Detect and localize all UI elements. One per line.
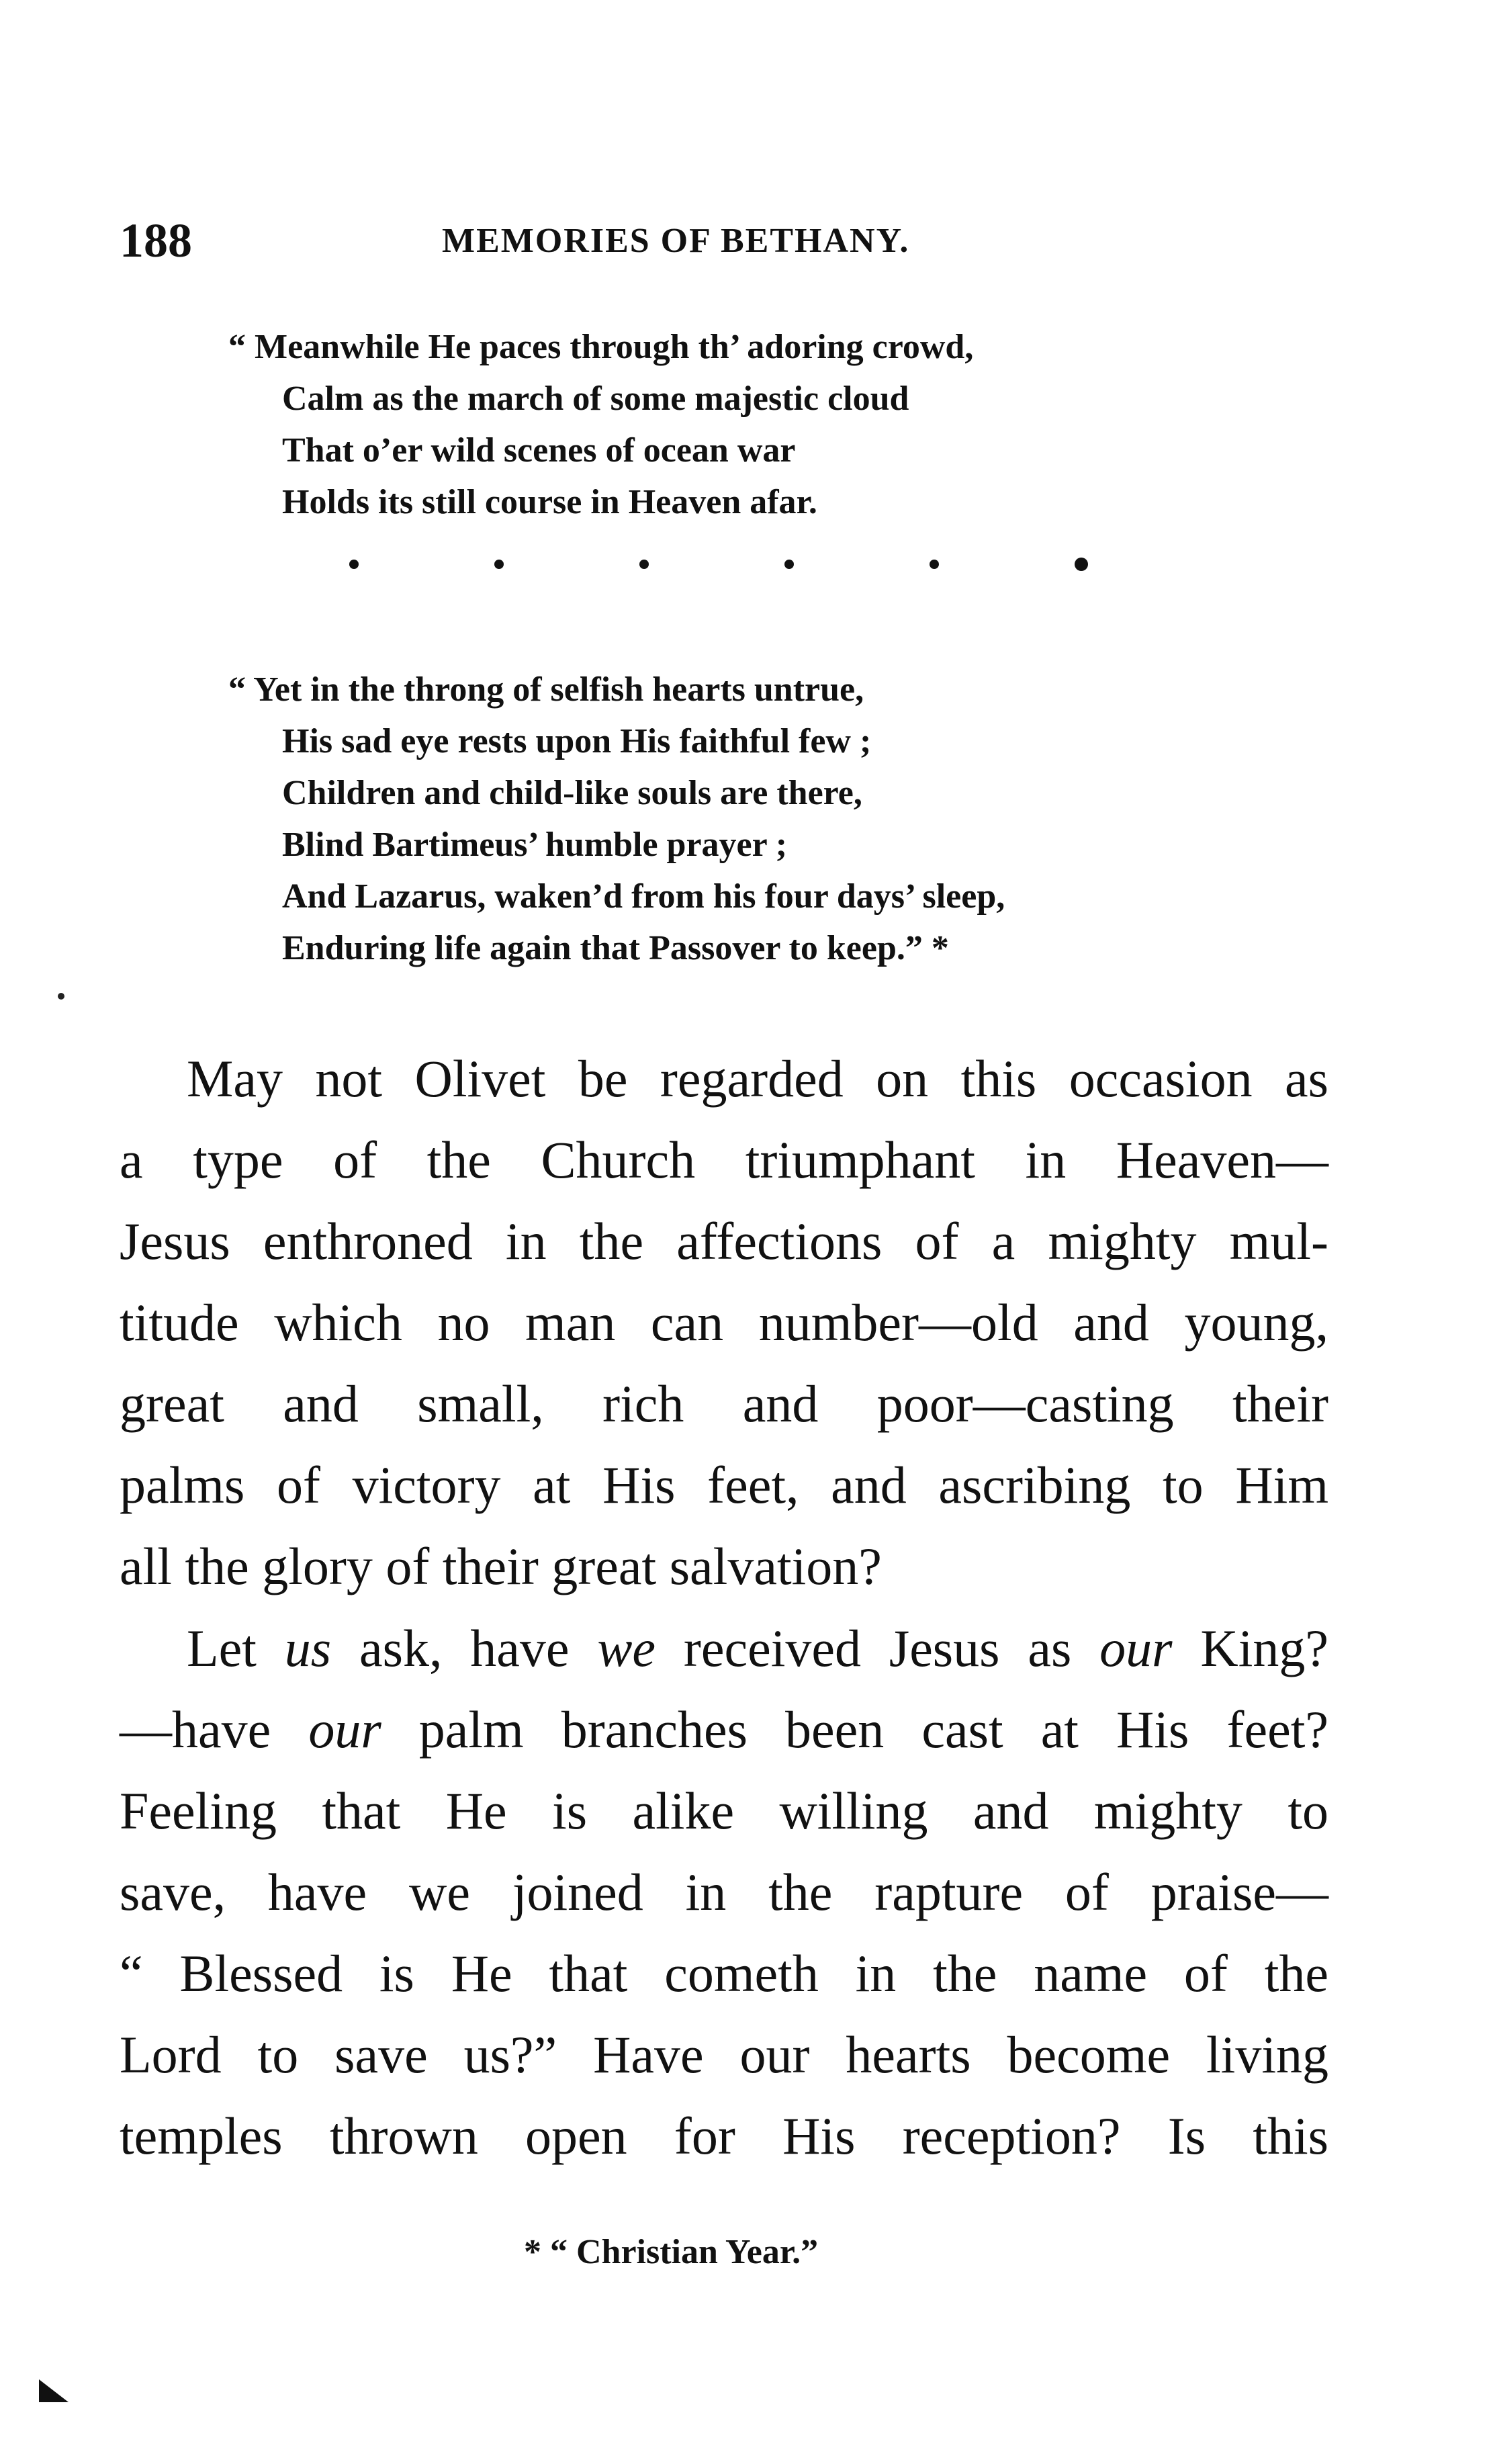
text-line: save, have we joined in the rapture of praise— <box>120 1863 1328 1921</box>
separator-dot <box>349 560 359 569</box>
paragraph-king <box>120 1608 1328 2176</box>
stanza-separator <box>349 544 1088 584</box>
running-head: MEMORIES OF BETHANY. <box>442 222 910 260</box>
verse-line: Holds its still course in Heaven afar. <box>282 483 817 521</box>
page-number: 188 <box>120 214 192 267</box>
separator-dot <box>930 560 939 569</box>
verse-stanza-1 <box>228 321 973 528</box>
verse-line: And Lazarus, waken’d from his four days’ sleep, <box>282 877 1005 916</box>
separator-dot <box>1075 558 1088 571</box>
text-line: “ Blessed is He that cometh in the name of the <box>120 1944 1328 2003</box>
verse-line: “ Yet in the throng of selfish hearts untrue, <box>228 670 864 709</box>
corner-triangle-icon <box>39 2379 69 2402</box>
verse-line: Calm as the march of some majestic cloud <box>282 380 909 418</box>
paragraph-olivet <box>120 1038 1328 1607</box>
text-line: Let us ask, have we received Jesus as our King? <box>187 1619 1328 1677</box>
separator-dot <box>784 560 794 569</box>
verse-line: Children and child-like souls are there, <box>282 774 862 812</box>
verse-line: That o’er wild scenes of ocean war <box>282 431 796 470</box>
separator-dot <box>639 560 649 569</box>
text-line: Jesus enthroned in the affections of a mighty mul- <box>120 1212 1328 1270</box>
footnote: * “ Christian Year.” <box>524 2233 819 2271</box>
text-line: May not Olivet be regarded on this occasion as <box>187 1049 1328 1108</box>
verse-line: Enduring life again that Passover to keep.” * <box>282 929 949 967</box>
emphasis: our <box>308 1700 381 1759</box>
page-header <box>120 214 1342 267</box>
verse-stanza-2 <box>228 664 1005 974</box>
ink-speck <box>58 993 64 1000</box>
text-line: Lord to save us?” Have our hearts become living <box>120 2025 1328 2084</box>
verse-line: Blind Bartimeus’ humble prayer ; <box>282 826 788 864</box>
text-line: all the glory of their great salvation? <box>120 1537 882 1595</box>
verse-line: His sad eye rests upon His faithful few ; <box>282 722 872 760</box>
text-line: great and small, rich and poor—casting their <box>120 1374 1328 1433</box>
text-line: Feeling that He is alike willing and mighty to <box>120 1781 1328 1840</box>
emphasis: we <box>597 1619 656 1677</box>
text-line: —have our palm branches been cast at His feet? <box>120 1700 1328 1759</box>
emphasis: our <box>1099 1619 1173 1677</box>
verse-line: “ Meanwhile He paces through th’ adoring crowd, <box>228 328 974 366</box>
separator-dot <box>494 560 504 569</box>
text-line: temples thrown open for His reception? Is this <box>120 2107 1328 2165</box>
text-line: palms of victory at His feet, and ascribing to Him <box>120 1456 1328 1514</box>
text-line: a type of the Church triumphant in Heaven— <box>120 1131 1328 1189</box>
emphasis: us <box>284 1619 332 1677</box>
text-line: titude which no man can number—old and young, <box>120 1293 1328 1352</box>
